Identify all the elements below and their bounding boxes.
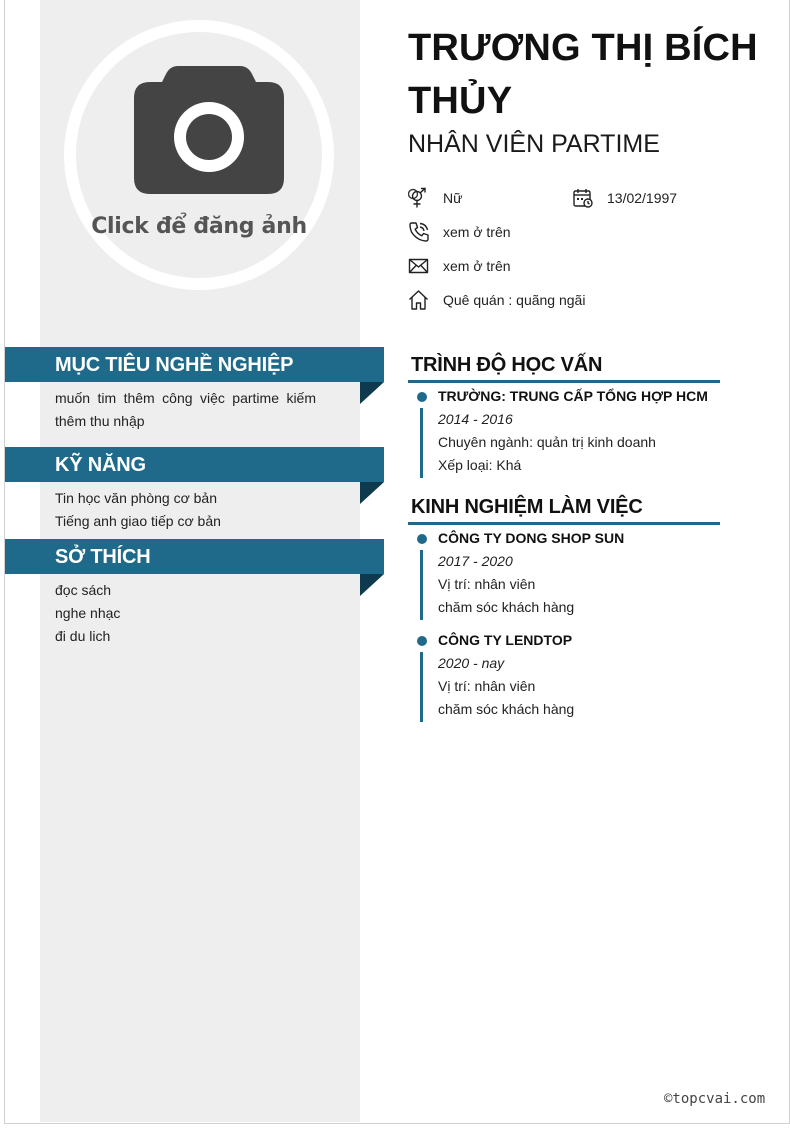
experience-period: 2017 - 2020 bbox=[438, 553, 513, 569]
email-value: xem ở trên bbox=[443, 258, 511, 274]
skills-fold bbox=[360, 482, 384, 504]
watermark: ©topcvai.com bbox=[664, 1091, 766, 1107]
avatar-caption[interactable]: Click để đăng ảnh bbox=[91, 214, 307, 239]
skills-list bbox=[55, 487, 316, 533]
experience-entry bbox=[438, 629, 574, 721]
calendar-icon bbox=[572, 187, 594, 209]
gender-value: Nữ bbox=[443, 190, 463, 206]
school-name: TRƯỜNG: TRUNG CẤP TỔNG HỢP HCM bbox=[438, 388, 708, 404]
education-entry bbox=[438, 385, 708, 477]
phone-value: xem ở trên bbox=[443, 224, 511, 240]
experience-duty: chăm sóc khách hàng bbox=[438, 701, 575, 717]
company-name: CÔNG TY LENDTOP bbox=[438, 632, 573, 648]
skill-item: Tiếng anh giao tiếp cơ bản bbox=[55, 513, 221, 529]
experience-timeline bbox=[420, 550, 423, 620]
education-major: Chuyên ngành: quản trị kinh doanh bbox=[438, 434, 656, 450]
avatar-upload[interactable] bbox=[64, 20, 334, 290]
objective-text: muốn tim thêm công việc partime kiếm thêm thu nhập bbox=[55, 390, 316, 429]
candidate-name: TRƯƠNG THỊ BÍCH THỦY bbox=[408, 27, 758, 122]
hobby-item: nghe nhạc bbox=[55, 605, 121, 621]
mail-icon bbox=[408, 255, 430, 277]
experience-position: Vị trí: nhân viên bbox=[438, 576, 536, 592]
camera-icon bbox=[134, 66, 284, 196]
home-icon bbox=[408, 289, 430, 311]
objective-heading: MỤC TIÊU NGHỀ NGHIỆP bbox=[5, 347, 384, 382]
gender-row bbox=[408, 186, 462, 210]
experience-bullet bbox=[417, 636, 427, 646]
phone-row bbox=[408, 220, 511, 244]
email-row bbox=[408, 254, 511, 278]
birthday-value: 13/02/1997 bbox=[607, 190, 678, 206]
experience-period: 2020 - nay bbox=[438, 655, 505, 671]
address-row bbox=[408, 288, 585, 312]
experience-timeline bbox=[420, 652, 423, 722]
experience-position: Vị trí: nhân viên bbox=[438, 678, 536, 694]
education-timeline bbox=[420, 408, 423, 478]
company-name: CÔNG TY DONG SHOP SUN bbox=[438, 530, 625, 546]
education-period: 2014 - 2016 bbox=[438, 411, 513, 427]
education-bullet bbox=[417, 392, 427, 402]
objective-fold bbox=[360, 382, 384, 404]
experience-duty: chăm sóc khách hàng bbox=[438, 599, 575, 615]
hobbies-fold bbox=[360, 574, 384, 596]
job-title: NHÂN VIÊN PARTIME bbox=[408, 130, 660, 158]
gender-icon bbox=[408, 187, 430, 209]
experience-bullet bbox=[417, 534, 427, 544]
education-grade: Xếp loại: Khá bbox=[438, 457, 522, 473]
skill-item: Tin học văn phòng cơ bản bbox=[55, 490, 217, 506]
hobbies-list bbox=[55, 579, 316, 648]
experience-heading: KINH NGHIỆM LÀM VIỆC bbox=[408, 492, 720, 525]
address-value: Quê quán : quãng ngãi bbox=[443, 292, 586, 308]
avatar-placeholder[interactable] bbox=[76, 32, 322, 278]
hobbies-heading: SỞ THÍCH bbox=[5, 539, 384, 574]
education-heading: TRÌNH ĐỘ HỌC VẤN bbox=[408, 350, 720, 383]
skills-heading: KỸ NĂNG bbox=[5, 447, 384, 482]
birthday-row bbox=[572, 186, 677, 210]
experience-entry bbox=[438, 527, 624, 619]
phone-icon bbox=[408, 221, 430, 243]
hobby-item: đọc sách bbox=[55, 582, 112, 598]
hobby-item: đi du lich bbox=[55, 628, 111, 644]
